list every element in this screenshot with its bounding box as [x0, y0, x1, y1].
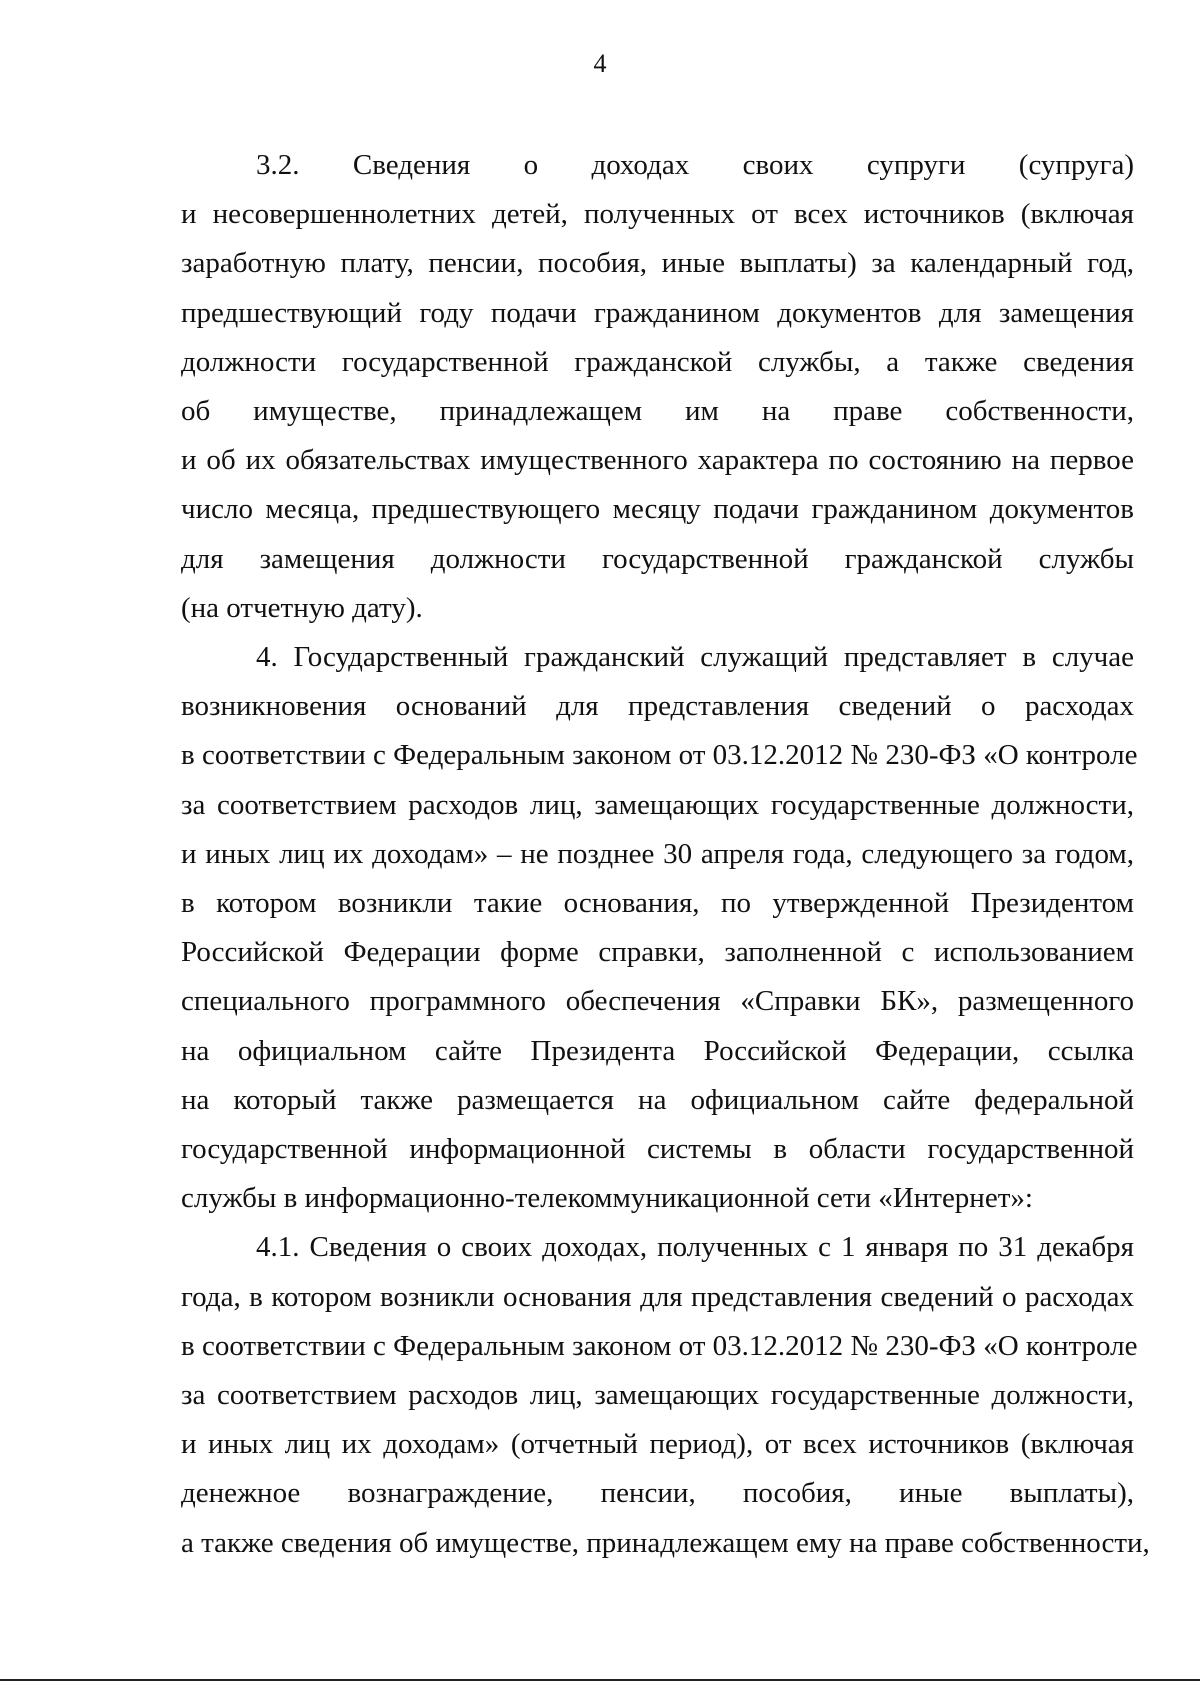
text-line: на который также размещается на официальном сайте федеральной [181, 1083, 1134, 1116]
scan-edge-divider [0, 1679, 1200, 1681]
text-line: для замещения должности государственной гражданской службы [181, 542, 1134, 575]
text-line: 4. Государственный гражданский служащий представляет в случае [256, 641, 1134, 674]
text-line: в соответствии с Федеральным законом от 03.12.2012 № 230-ФЗ «О контроле [181, 739, 1138, 772]
text-line: об имуществе, принадлежащем им на праве собственности, [181, 395, 1134, 428]
page-number: 4 [593, 49, 607, 78]
text-line: государственной информационной системы в области государственной [181, 1133, 1134, 1166]
text-line: за соответствием расходов лиц, замещающих государственные должности, [181, 1379, 1134, 1412]
text-line: заработную плату, пенсии, пособия, иные выплаты) за календарный год, [181, 247, 1134, 280]
text-line: специального программного обеспечения «Справки БК», размещенного [181, 985, 1134, 1018]
document-body [181, 141, 1150, 1568]
text-line: в котором возникли такие основания, по утвержденной Президентом [181, 887, 1134, 920]
text-line: и об их обязательствах имущественного характера по состоянию на первое [181, 444, 1134, 477]
text-line: предшествующий году подачи гражданином документов для замещения [181, 296, 1134, 329]
text-line: а также сведения об имуществе, принадлежащем ему на праве собственности, [181, 1526, 1150, 1559]
text-line: должности государственной гражданской службы, а также сведения [181, 345, 1134, 378]
text-line: 4.1. Сведения о своих доходах, полученных с 1 января по 31 декабря [256, 1231, 1134, 1264]
text-line: за соответствием расходов лиц, замещающих государственные должности, [181, 788, 1134, 821]
text-line: Российской Федерации форме справки, заполненной с использованием [181, 936, 1134, 969]
text-line: возникновения оснований для представления сведений о расходах [181, 690, 1134, 723]
text-line: (на отчетную дату). [181, 591, 423, 624]
text-line: 3.2. Сведения о доходах своих супруги (супруга) [256, 149, 1134, 181]
text-line: службы в информационно-телекоммуникационной сети «Интернет»: [181, 1182, 1033, 1215]
text-line: и иных лиц их доходам» (отчетный период), от всех источников (включая [181, 1428, 1134, 1461]
text-line: в соответствии с Федеральным законом от 03.12.2012 № 230-ФЗ «О контроле [181, 1329, 1138, 1362]
paragraph-3-2 [181, 141, 1134, 633]
text-line: на официальном сайте Президента Российской Федерации, ссылка [181, 1034, 1134, 1067]
paragraph-4-1 [181, 1223, 1150, 1567]
text-line: денежное вознаграждение, пенсии, пособия, иные выплаты), [181, 1477, 1134, 1510]
paragraph-4 [181, 633, 1138, 1223]
text-line: число месяца, предшествующего месяцу подачи гражданином документов [181, 493, 1134, 526]
text-line: и иных лиц их доходам» – не позднее 30 апреля года, следующего за годом, [181, 837, 1134, 870]
text-line: года, в котором возникли основания для представления сведений о расходах [181, 1280, 1134, 1313]
text-line: и несовершеннолетних детей, полученных от всех источников (включая [181, 198, 1134, 231]
